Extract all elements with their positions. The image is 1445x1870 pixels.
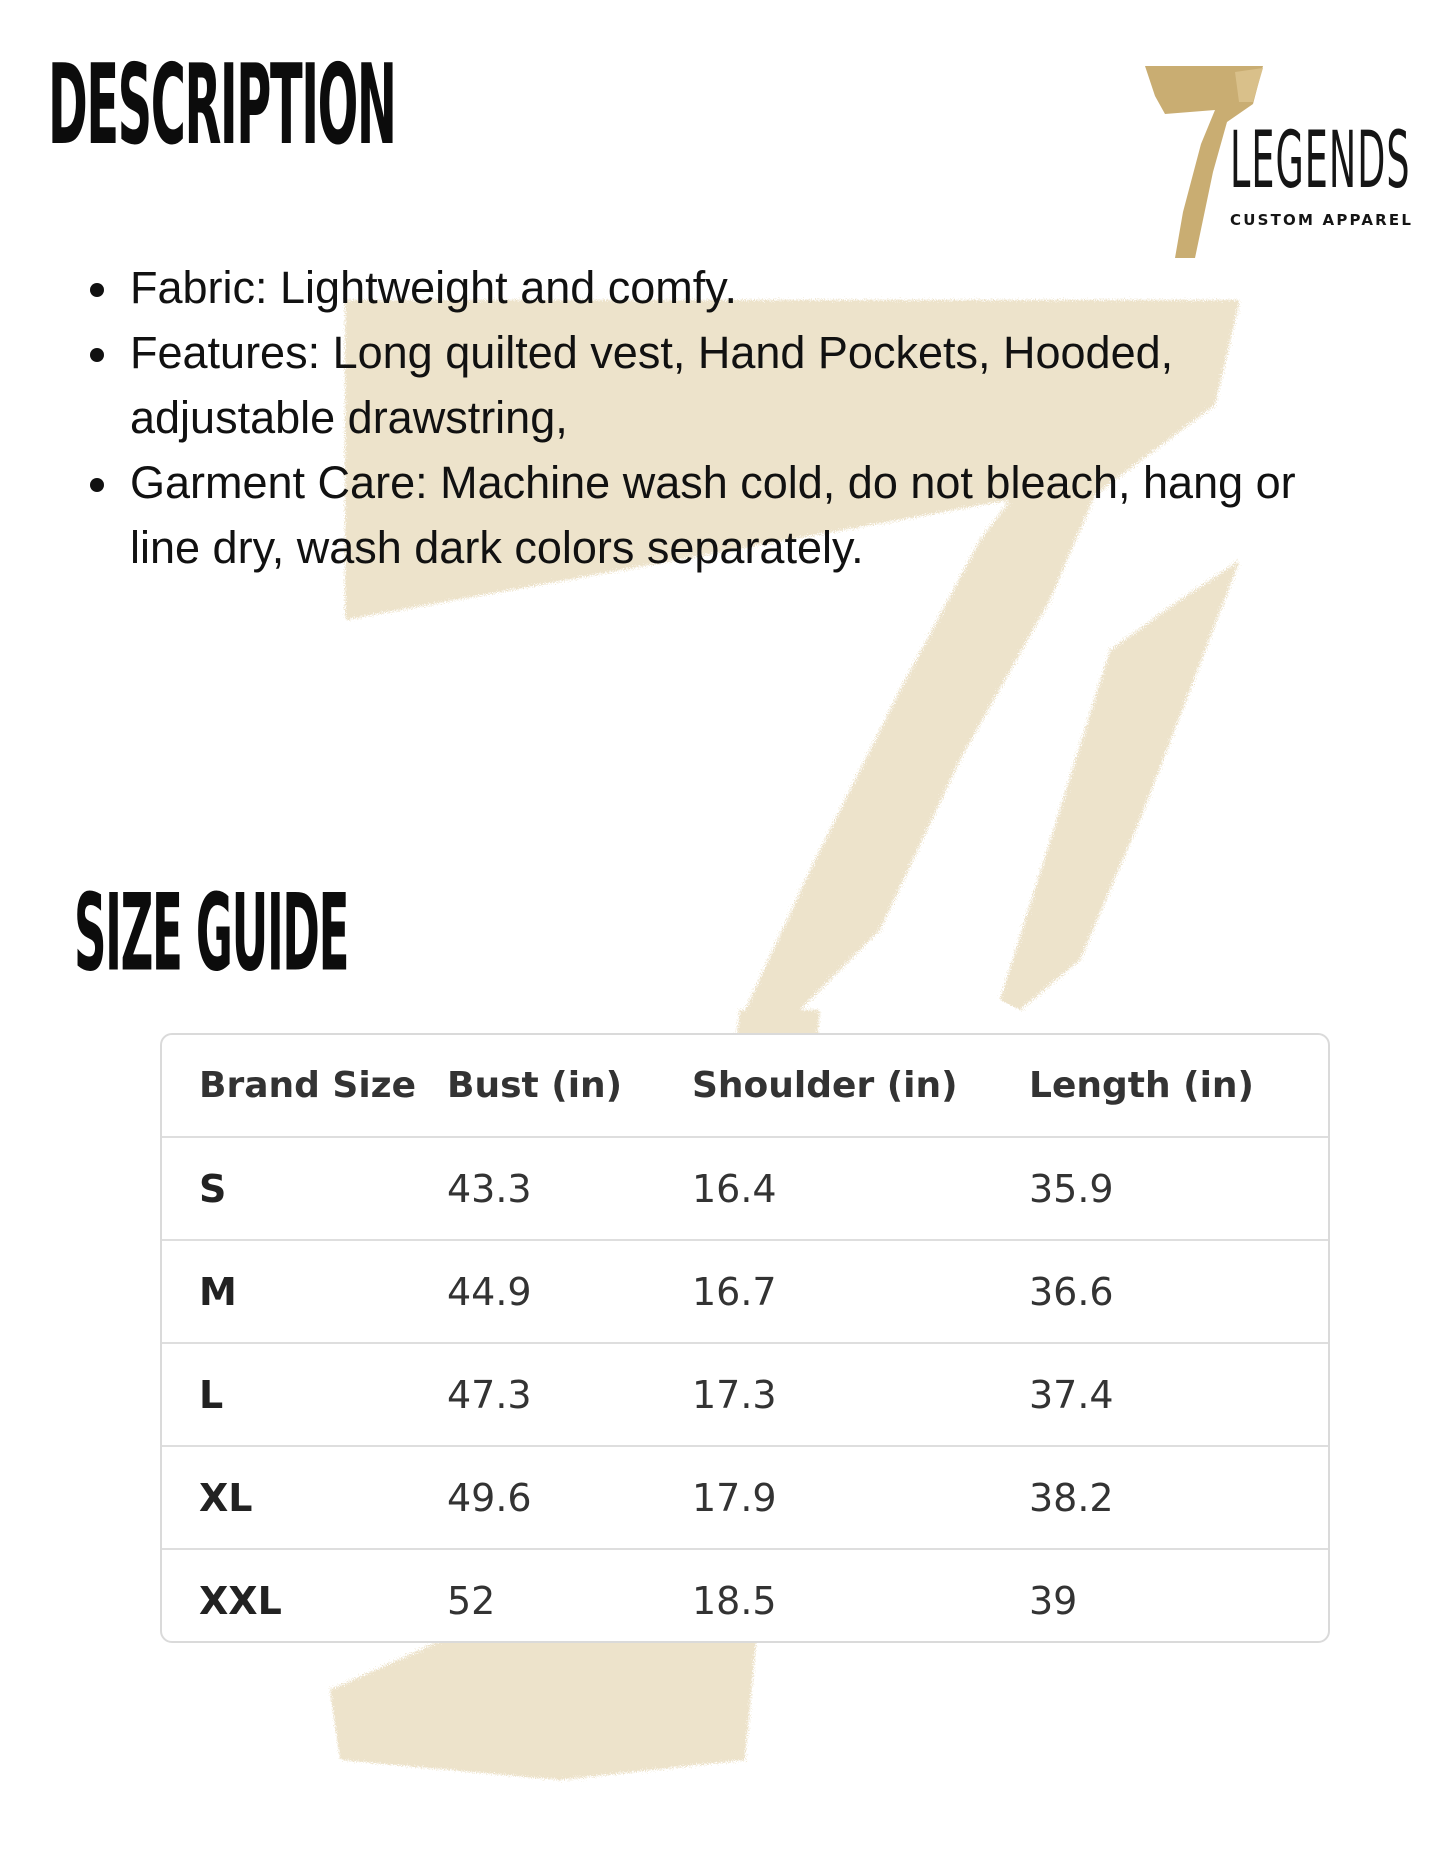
table-row [162, 1446, 1328, 1549]
length-cell: 36.6 [1029, 1240, 1328, 1343]
bust-cell: 44.9 [447, 1240, 692, 1343]
length-cell: 35.9 [1029, 1137, 1328, 1240]
header-length: Length (in) [1029, 1035, 1328, 1137]
brand-logo [1135, 62, 1415, 262]
shoulder-cell: 18.5 [692, 1578, 777, 1623]
shoulder-cell: 16.4 [692, 1137, 1029, 1240]
bust-cell: 49.6 [447, 1446, 692, 1549]
feature-fabric: • Fabric: Lightweight and comfy. [124, 255, 1364, 320]
size-cell: M [162, 1240, 447, 1343]
length-cell: 39 [1029, 1578, 1078, 1623]
length-cell: 37.4 [1029, 1343, 1328, 1446]
length-cell: 38.2 [1029, 1446, 1328, 1549]
feature-features: • Features: Long quilted vest, Hand Pockets, Hooded, adjustable drawstring, [124, 320, 1364, 450]
table-row [162, 1343, 1328, 1446]
logo-tagline: CUSTOM APPAREL [1230, 211, 1414, 229]
size-guide-title: SIZE GUIDE [74, 870, 349, 995]
size-cell: L [162, 1343, 447, 1446]
shoulder-cell: 17.3 [692, 1343, 1029, 1446]
description-title: DESCRIPTION [48, 39, 396, 169]
size-guide-table [162, 1035, 1328, 1643]
table-header-row [162, 1035, 1328, 1137]
bust-cell: 43.3 [447, 1137, 692, 1240]
size-guide-table-card [160, 1033, 1330, 1643]
shoulder-cell: 17.9 [692, 1446, 1029, 1549]
header-shoulder: Shoulder (in) [692, 1035, 1029, 1137]
feature-list [84, 255, 1364, 580]
shoulder-cell: 16.7 [692, 1240, 1029, 1343]
size-cell: XXL [199, 1578, 282, 1623]
size-cell: S [162, 1137, 447, 1240]
table-row [162, 1137, 1328, 1240]
table-row [162, 1240, 1328, 1343]
size-cell: XL [162, 1446, 447, 1549]
header-bust: Bust (in) [447, 1035, 692, 1137]
header-brand-size: Brand Size [162, 1035, 447, 1137]
logo-wordmark: LEGENDS [1230, 116, 1411, 206]
bust-cell: 52 [447, 1578, 496, 1623]
table-row [162, 1549, 1328, 1643]
feature-garment-care: • Garment Care: Machine wash cold, do not bleach, hang or line dry, wash dark colors separately. [124, 450, 1364, 580]
bust-cell: 47.3 [447, 1343, 692, 1446]
